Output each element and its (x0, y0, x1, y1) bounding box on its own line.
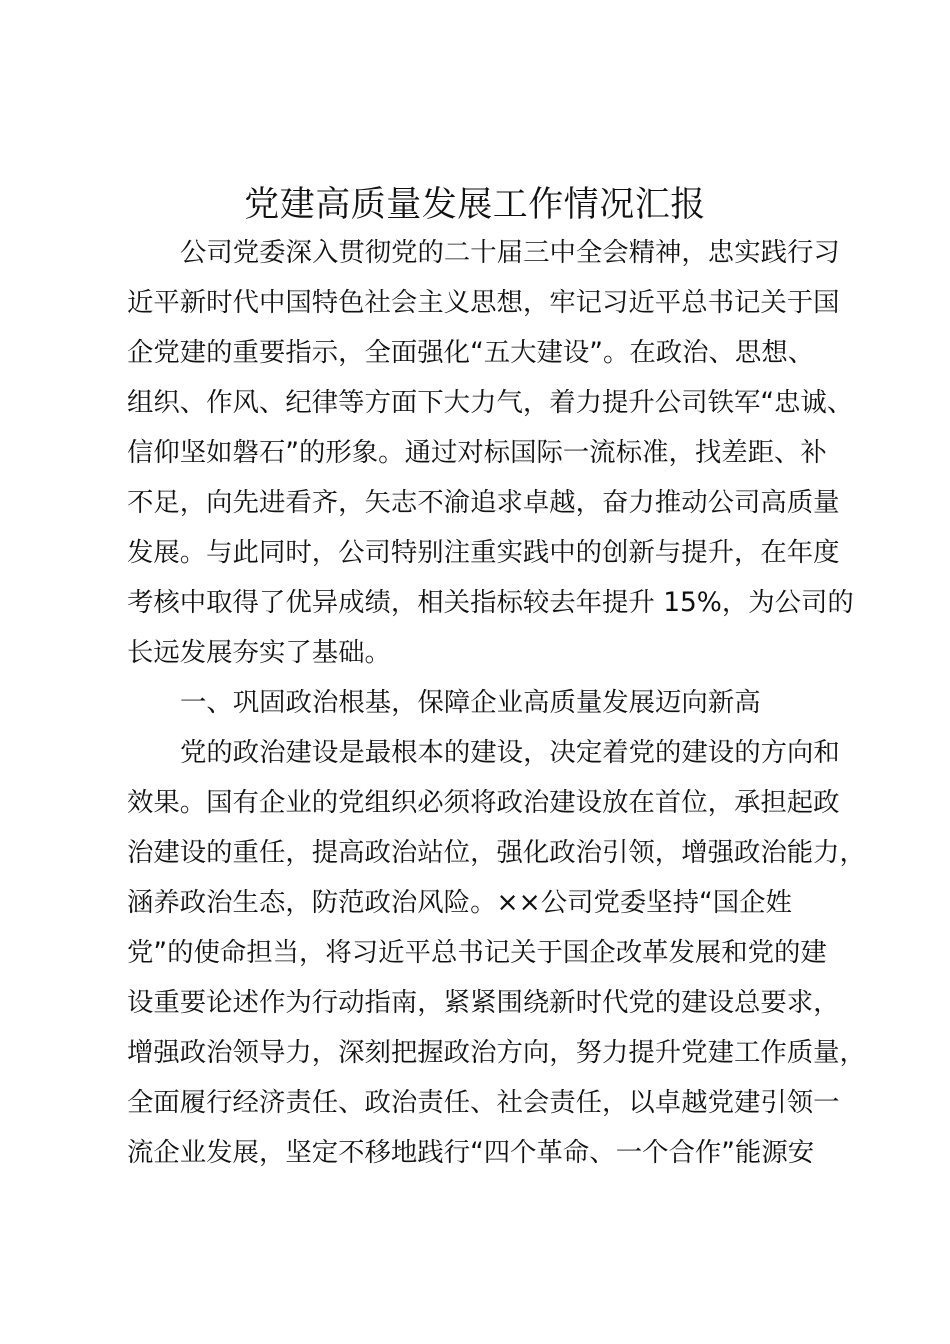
paragraph-line: 党”的使命担当，将习近平总书记关于国企改革发展和党的建 (127, 937, 827, 968)
paragraph-line: 公司党委深入贯彻党的二十届三中全会精神，忠实践行习 (180, 237, 840, 268)
paragraph-line: 不足，向先进看齐，矢志不渝追求卓越，奋力推动公司高质量 (127, 487, 840, 518)
paragraph-line: 组织、作风、纪律等方面下大力气，着力提升公司铁军“忠诚、 (127, 387, 854, 418)
paragraph-line: 长远发展夯实了基础。 (127, 637, 391, 668)
paragraph-line: 增强政治领导力，深刻把握政治方向，努力提升党建工作质量， (127, 1037, 866, 1068)
paragraph-line: 近平新时代中国特色社会主义思想，牢记习近平总书记关于国 (127, 287, 840, 318)
paragraph-line: 治建设的重任，提高政治站位，强化政治引领，增强政治能力， (127, 837, 866, 868)
paragraph-line: 党的政治建设是最根本的建设，决定着党的建设的方向和 (180, 737, 840, 768)
paragraph-line: 全面履行经济责任、政治责任、社会责任，以卓越党建引领一 (127, 1087, 840, 1118)
paragraph-line: 企党建的重要指示，全面强化“五大建设”。在政治、思想、 (127, 337, 815, 368)
paragraph-line: 涵养政治生态，防范政治风险。××公司党委坚持“国企姓 (127, 887, 792, 918)
paragraph-line: 发展。与此同时，公司特别注重实践中的创新与提升，在年度 (127, 537, 840, 568)
paragraph-line: 设重要论述作为行动指南，紧紧围绕新时代党的建设总要求， (127, 987, 840, 1018)
paragraph-line: 考核中取得了优异成绩，相关指标较去年提升 15%，为公司的 (127, 587, 854, 618)
document-title: 党建高质量发展工作情况汇报 (244, 185, 706, 225)
paragraph-line: 流企业发展，坚定不移地践行“四个革命、一个合作”能源安 (127, 1137, 815, 1168)
section-heading: 一、巩固政治根基，保障企业高质量发展迈向新高 (180, 687, 761, 718)
paragraph-line: 效果。国有企业的党组织必须将政治建设放在首位，承担起政 (127, 787, 840, 818)
paragraph-line: 信仰坚如磐石”的形象。通过对标国际一流标准，找差距、补 (127, 437, 827, 468)
